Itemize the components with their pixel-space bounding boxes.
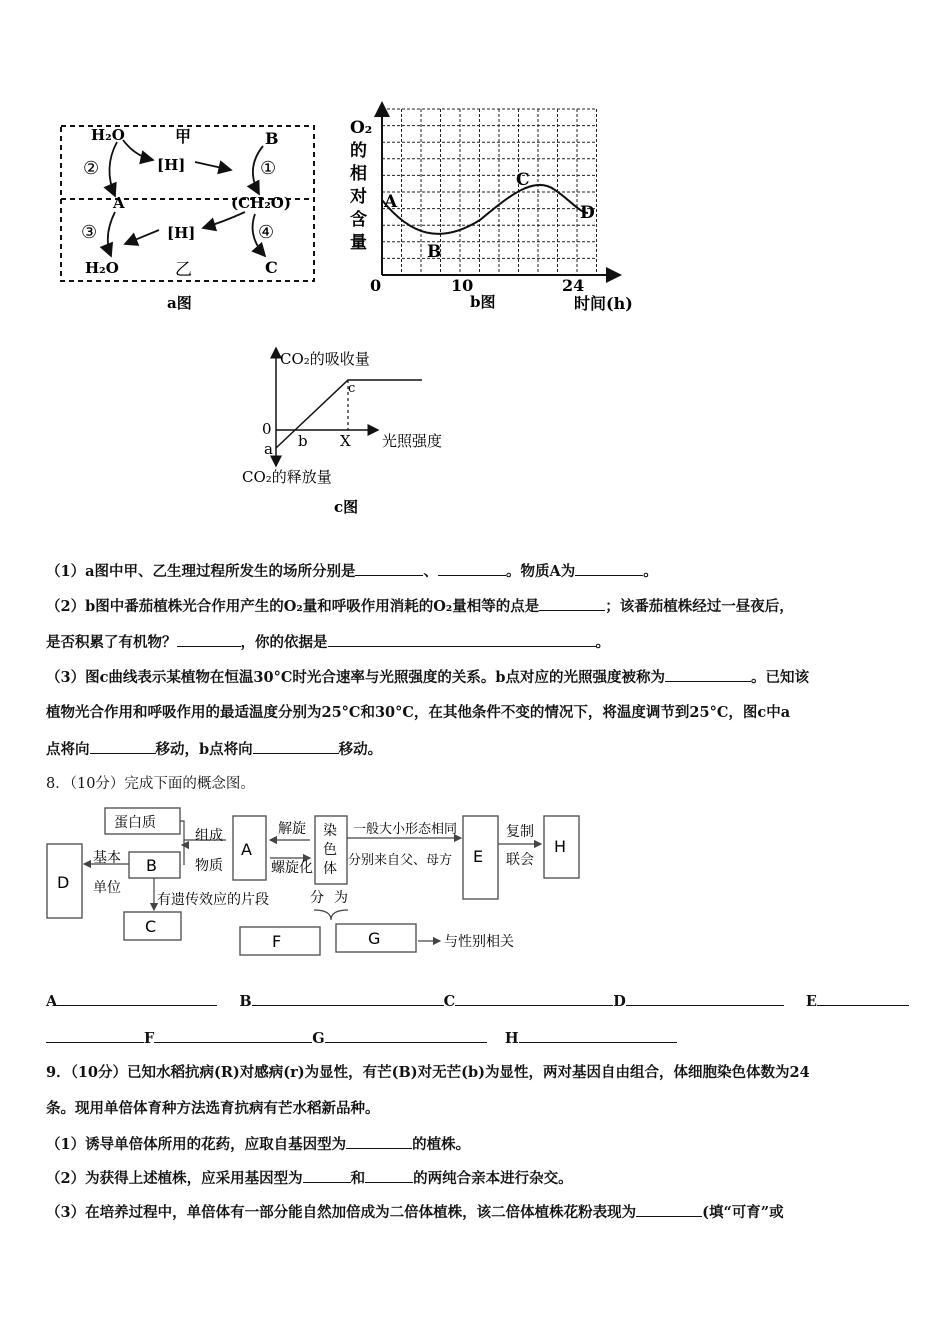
map-e: E	[473, 847, 484, 866]
map-chrom-3: 体	[323, 861, 337, 877]
fig-a-a: A	[113, 194, 125, 212]
map-compose-2: 物质	[195, 858, 223, 874]
fig-a-num4: ④	[258, 222, 275, 243]
q7-part3-line2: 植物光合作用和呼吸作用的最适温度分别为25°C和30°C，在其他条件不变的情况下，将温度调节到25°C，图c中a	[46, 704, 791, 721]
blank-q7-1a[interactable]	[355, 561, 423, 576]
map-a: A	[241, 840, 252, 859]
arrow-h-to-ch2o	[195, 162, 231, 170]
blank-q8-a[interactable]	[57, 991, 217, 1006]
fig-b-y-label-char: 对	[350, 187, 367, 207]
fig-b-y-label-char: O₂	[350, 118, 373, 138]
arrow-a-to-h2o	[108, 212, 115, 256]
blank-q9-2a[interactable]	[303, 1168, 351, 1183]
fig-b-x-label: 时间(h)	[574, 294, 633, 313]
fig-c-y-top: CO₂的吸收量	[280, 350, 370, 368]
q9-line2: 条。现用单倍体育种方法选育抗病有芒水稻新品种。	[46, 1100, 380, 1117]
fig-a-yi: 乙	[175, 260, 192, 280]
fig-b-point-c: C	[516, 170, 530, 190]
fig-b-y-label-char: 含	[350, 210, 367, 230]
fig-a-caption: a图	[167, 294, 192, 312]
fig-c-b: b	[298, 432, 308, 450]
fig-b-tick-24: 24	[562, 276, 585, 295]
map-basic-2: 单位	[93, 880, 121, 896]
map-link: 联会	[506, 852, 534, 868]
q7-part2-line2: 是否积累了有机物？ ，你的依据是 。	[46, 634, 610, 651]
blank-q8-b[interactable]	[252, 991, 444, 1006]
arrow-ch2o-to-h2	[203, 212, 245, 228]
figure-b	[340, 95, 650, 320]
map-chrom-1: 染	[323, 823, 337, 839]
figure-c	[236, 342, 476, 522]
fig-b-tick-10: 10	[451, 276, 474, 295]
blank-q7-3c[interactable]	[253, 739, 339, 754]
blank-q8-g[interactable]	[325, 1028, 487, 1043]
fig-b-point-a: A	[384, 192, 398, 212]
fig-b-y-label-char: 量	[350, 233, 367, 253]
fig-a-h2o-top: H₂O	[91, 126, 125, 144]
arrow-h2o-to-h	[123, 140, 153, 160]
fig-a-h2: [H]	[167, 224, 196, 242]
q8-answers-line2: F G H	[46, 1028, 906, 1049]
map-replicate: 复制	[506, 824, 534, 840]
q7-part3-line3: 点将向 移动，b点将向 移动。	[46, 741, 383, 758]
map-divide-1: 分	[310, 890, 324, 906]
fig-c-zero: 0	[262, 420, 272, 438]
arrow-h2o-to-a	[109, 142, 117, 196]
map-coil: 螺旋化	[271, 860, 313, 876]
figure-a	[55, 118, 320, 318]
map-uncoil: 解旋	[278, 821, 306, 837]
blank-q7-1b[interactable]	[438, 561, 506, 576]
q9-part1: （1）诱导单倍体所用的花药，应取自基因型为 的植株。	[46, 1136, 471, 1153]
q7-part3-line1: （3）图c曲线表示某植物在恒温30°C时光合速率与光照强度的关系。b点对应的光照强度被称为 。已知该	[46, 669, 810, 686]
fig-a-jia: 甲	[175, 127, 192, 146]
fig-b-grid	[382, 109, 597, 275]
map-protein: 蛋白质	[114, 815, 156, 831]
arrow-h2-to-a	[125, 230, 159, 244]
fig-a-num2: ②	[83, 158, 100, 179]
blank-q8-f[interactable]	[154, 1028, 312, 1043]
fig-a-b: B	[265, 129, 279, 148]
q9-part2: （2）为获得上述植株，应采用基因型为 和 的两纯合亲本进行杂交。	[46, 1170, 573, 1187]
blank-q7-2a[interactable]	[539, 596, 605, 611]
fig-a-num3: ③	[81, 222, 98, 243]
fig-b-y-label-char: 相	[350, 164, 367, 184]
map-divide-2: 为	[334, 890, 348, 906]
fig-c-c: c	[348, 381, 356, 396]
fig-c-x-label: 光照强度	[382, 432, 443, 450]
blank-q7-3b[interactable]	[90, 739, 156, 754]
q8-concept-map	[44, 800, 604, 965]
blank-q7-3a[interactable]	[665, 667, 751, 682]
map-d: D	[57, 873, 70, 892]
blank-q9-2b[interactable]	[365, 1168, 413, 1183]
map-chrom-2: 色	[323, 842, 337, 858]
fig-a-ch2o: (CH₂O)	[231, 194, 291, 212]
fig-b-y-label	[350, 118, 372, 253]
fig-c-x: X	[340, 432, 351, 450]
fig-b-caption: b图	[470, 293, 496, 311]
fig-b-point-b: B	[427, 242, 442, 262]
map-basic-1: 基本	[93, 850, 121, 866]
q9-part3: （3）在培养过程中，单倍体有一部分能自然加倍成为二倍体植株，该二倍体植株花粉表现为 (填“可育”或	[46, 1204, 784, 1221]
fig-a-c: C	[265, 258, 278, 277]
map-origin: 分别来自父、母方	[348, 853, 453, 868]
map-f: F	[272, 932, 282, 951]
q7-part1: （1）a图中甲、乙生理过程所发生的场所分别是 、 。物质A为 。	[46, 563, 658, 580]
q9-line1: 9．（10分）已知水稻抗病(R)对感病(r)为显性，有芒(B)对无芒(b)为显性，两对基因自由组合，体细胞染色体数为24	[46, 1064, 810, 1081]
blank-q8-d[interactable]	[626, 991, 784, 1006]
map-b: B	[146, 856, 157, 875]
q8-title: 8．（10分）完成下面的概念图。	[46, 776, 255, 792]
fig-b-point-d: D	[580, 203, 595, 223]
map-h: H	[554, 837, 567, 856]
map-same: 一般大小形态相同	[353, 822, 458, 837]
fig-b-y-label-char: 的	[350, 141, 367, 161]
fig-c-a: a	[264, 440, 273, 458]
blank-q9-3[interactable]	[636, 1202, 702, 1217]
map-g: G	[368, 929, 381, 948]
blank-q8-h[interactable]	[519, 1028, 677, 1043]
map-c: C	[145, 917, 157, 936]
blank-q8-e[interactable]	[817, 991, 909, 1006]
fig-c-caption: c图	[334, 498, 359, 516]
fig-a-num1: ①	[260, 158, 277, 179]
map-segment: 有遗传效应的片段	[157, 892, 269, 908]
blank-q7-1c[interactable]	[575, 561, 643, 576]
blank-q7-2c[interactable]	[328, 632, 596, 647]
blank-q8-c[interactable]	[455, 991, 613, 1006]
blank-q9-1[interactable]	[346, 1134, 412, 1149]
blank-q8-e-cont[interactable]	[46, 1028, 144, 1043]
fig-b-tick-0: 0	[370, 276, 382, 295]
fig-a-h2o-bottom: H₂O	[85, 259, 119, 277]
map-sex: 与性别相关	[444, 934, 514, 950]
fig-c-y-bottom: CO₂的释放量	[242, 468, 332, 486]
q7-part2-line1: （2）b图中番茄植株光合作用产生的O₂量和呼吸作用消耗的O₂量相等的点是 ；该番茄植株经过一昼夜后，	[46, 598, 794, 615]
blank-q7-2b[interactable]	[177, 632, 241, 647]
q8-answers-line1: A B C D E	[46, 991, 906, 1012]
map-compose-1: 组成	[195, 828, 223, 844]
fig-a-h1: [H]	[157, 156, 186, 174]
